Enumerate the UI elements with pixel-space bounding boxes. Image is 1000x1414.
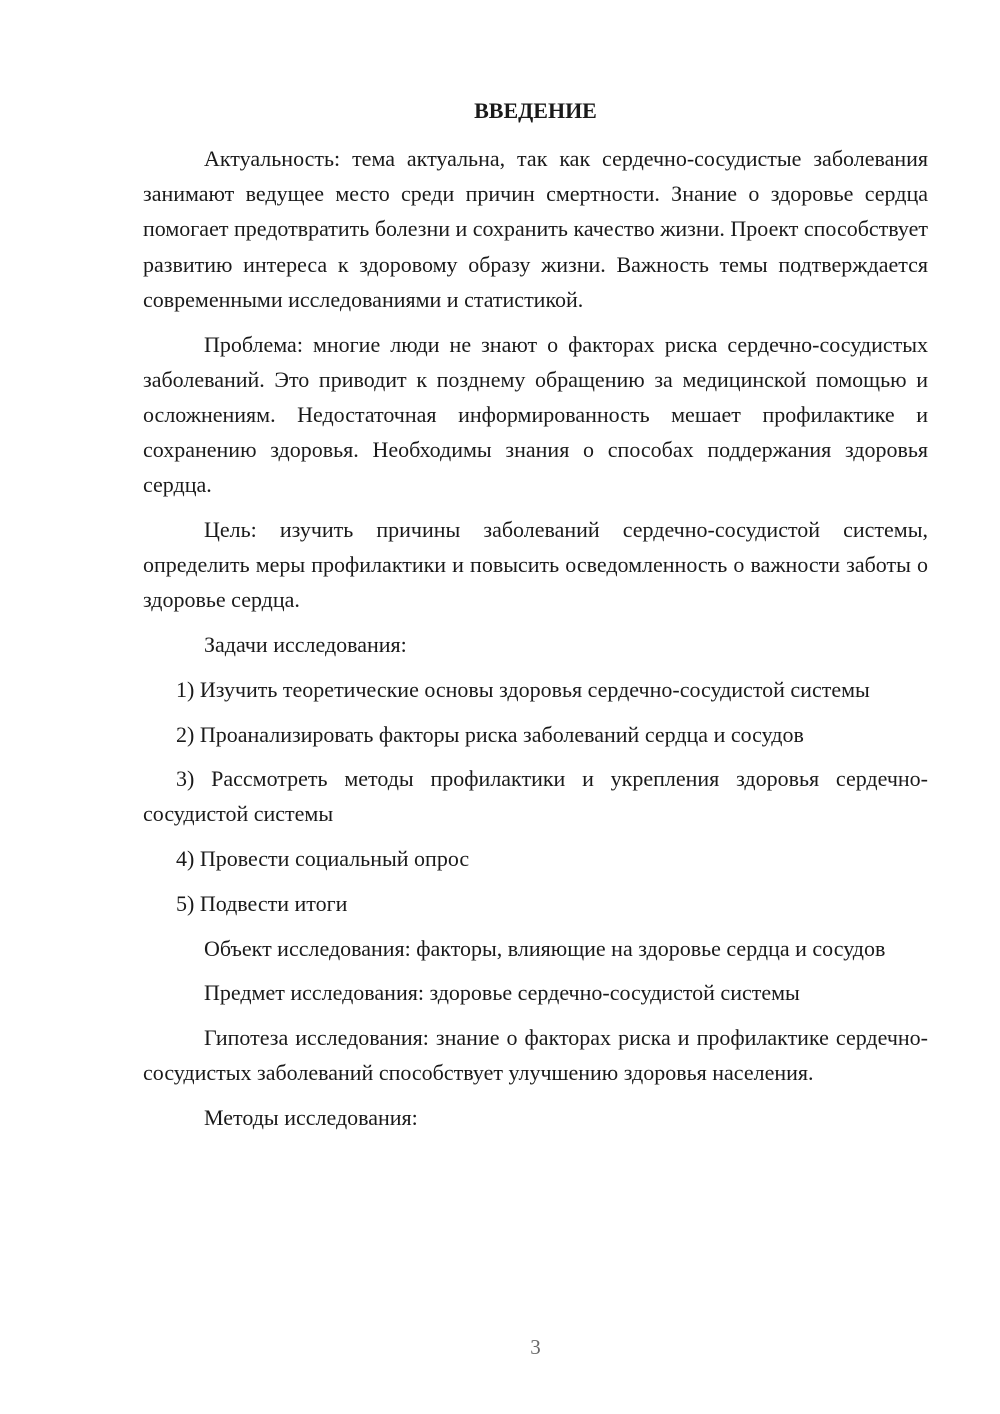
object-paragraph: Объект исследования: факторы, влияющие на здоровье сердца и сосудов [204,935,886,961]
task-item-1: 1) Изучить теоретические основы здоровья сердечно-сосудистой системы [176,676,870,702]
page-title: ВВЕДЕНИЕ [474,98,597,123]
document-body [143,141,928,1145]
hypothesis-paragraph: Гипотеза исследования: знание о факторах риска и профилактике сердечно-сосудистых заболеваний способствует улучшению здоровья населения. [143,1024,928,1086]
task-item-5: 5) Подвести итоги [176,890,348,916]
task-item-3: 3) Рассмотреть методы профилактики и укрепления здоровья сердечно-сосудистой системы [143,766,928,827]
problem-paragraph: Проблема: многие люди не знают о факторах риска сердечно-сосудистых заболеваний. Это приводит к позднему обращению за медицинской помощью и осложнениям. Недостаточная информированность мешает профилактике и сохранению здоровья. Необходимы знания о способах поддержания здоровья сердца. [143,331,928,498]
subject-paragraph: Предмет исследования: здоровье сердечно-сосудистой системы [204,980,800,1006]
task-item-2: 2) Проанализировать факторы риска заболеваний сердца и сосудов [176,721,804,747]
goal-paragraph: Цель: изучить причины заболеваний сердечно-сосудистой системы, определить меры профилактики и повысить осведомленность о важности заботы о здоровье сердца. [143,517,928,613]
tasks-heading: Задачи исследования: [204,632,407,658]
page-number: 3 [530,1335,541,1359]
methods-heading: Методы исследования: [204,1104,418,1130]
task-item-4: 4) Провести социальный опрос [176,846,470,872]
relevance-paragraph: Актуальность: тема актуальна, так как сердечно-сосудистые заболевания занимают ведущее место среди причин смертности. Знание о здоровье сердца помогает предотвратить болезни и сохранить качество жизни. Проект способствует развитию интереса к здоровому образу жизни. Важность темы подтверждается современными исследованиями и статистикой. [143,146,928,312]
document-page [143,0,928,1414]
